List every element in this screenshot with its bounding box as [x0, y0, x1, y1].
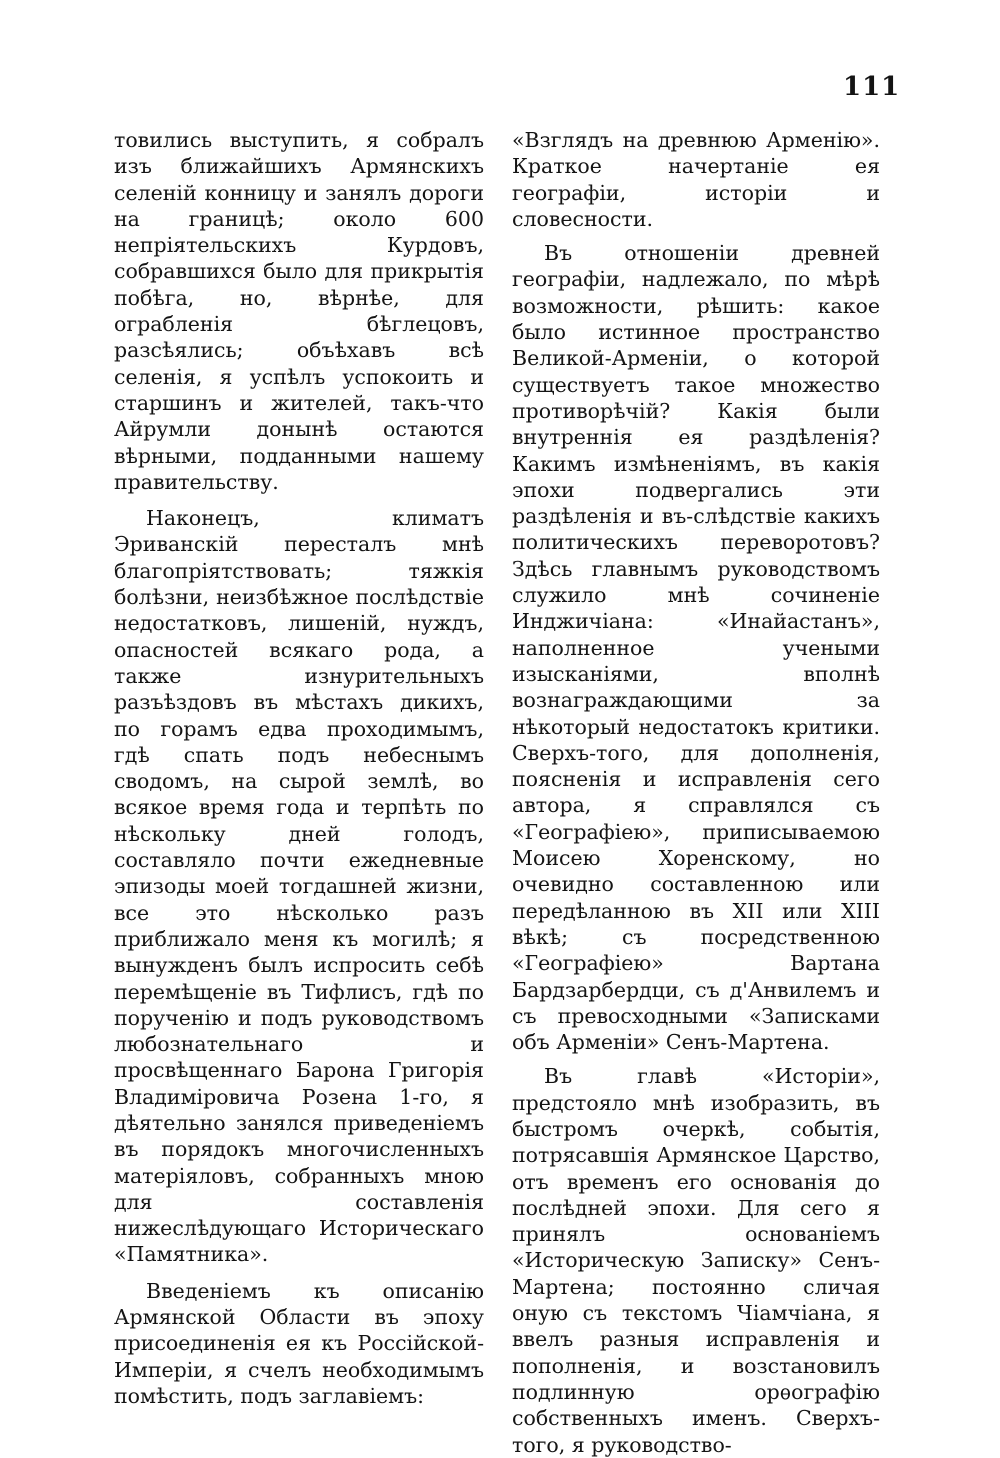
paragraph: Въ главѣ «Исторіи», предстояло мнѣ изобразить, въ быстромъ очеркѣ, событія, потрясавшія Армянское Царство, отъ временъ его основанія до послѣдней эпохи. Для сего я принялъ основаніемъ «Историческую Записку» Сенъ-Мартена; постоянно сличая оную съ текстомъ Чіамчіана, я ввелъ разныя исправленія и пополненія, и возстановилъ подлинную орѳографію собственныхъ именъ. Сверхъ-того, я руководство- — [512, 1064, 880, 1457]
paragraph: «Взглядъ на древнюю Арменію». Краткое начертаніе ея географіи, исторіи и словесности. — [512, 128, 880, 231]
paragraph: Наконецъ, климатъ Эриванскій пересталъ мнѣ благопріятствовать; тяжкія болѣзни, неизбѣжное послѣдствіе недостатковъ, лишеній, нуждъ, опасностей всякаго рода, а также изнурительныхъ разъѣздовъ въ мѣстахъ дикихъ, по горамъ едва проходимымъ, гдѣ спать подъ небеснымъ сводомъ, на сырой землѣ, во всякое время года и терпѣть по нѣскольку дней голодъ, составляло почти ежедневные эпизоды моей тогдашней жизни, все это нѣсколько разъ приближало меня къ могилѣ; я вынужденъ былъ испросить себѣ перемѣщеніе въ Тифлисъ, гдѣ по порученію и подъ руководствомъ любознательнаго и просвѣщеннаго Барона Григорія Владиміровича Розена 1-го, я дѣятельно занялся приведеніемъ въ порядокъ многочисленныхъ матеріяловъ, собранныхъ мною для составленія нижеслѣдующаго Историческаго «Памятника». — [114, 506, 484, 1267]
paragraph: Введеніемъ къ описанію Армянской Области въ эпоху присоединенія ея къ Россійской-Имперіи, я счелъ необходимымъ помѣстить, подъ заглавіемъ: — [114, 1278, 484, 1408]
paragraph: товились выступить, я собралъ изъ ближайшихъ Армянскихъ селеній конницу и занялъ дороги на границѣ; около 600 непріятельскихъ Курдовъ, собравшихся было для прикрытія побѣга, но, вѣрнѣе, для ограбленія бѣглецовъ, разсѣялись; объѣхавъ всѣ селенія, я успѣлъ успокоить и старшинъ и жителей, такъ-что Айрумли донынѣ остаются вѣрными, подданными нашему правительству. — [114, 128, 484, 494]
page-number: 111 — [843, 72, 901, 102]
left-column — [114, 127, 484, 1409]
right-column — [512, 127, 880, 1458]
paragraph: Въ отношеніи древней географіи, надлежало, по мѣрѣ возможности, рѣшить: какое было истинное пространство Великой-Арменіи, о которой существуетъ такое множество противорѣчій? Какія были внутреннія ея раздѣленія? Какимъ измѣненіямъ, въ какія эпохи подвергались эти раздѣленія и въ-слѣдствіе какихъ политическихъ переворотовъ? Здѣсь главнымъ руководствомъ служило мнѣ сочиненіе Инджичіана: «Инайастанъ», наполненное учеными изысканіями, вполнѣ вознаграждающими за нѣкоторый недостатокъ критики. Сверхъ-того, для дополненія, поясненія и исправленія сего автора, я справлялся съ «Географіею», приписываемою Моисею Хоренскому, но очевидно составленною или передѣланною въ XII или XIII вѣкѣ; съ посредственною «Географіею» Вартана Бардзарбердци, съ д'Анвилемъ и съ превосходными «Записками объ Арменіи» Сенъ-Мартена. — [512, 241, 880, 1055]
